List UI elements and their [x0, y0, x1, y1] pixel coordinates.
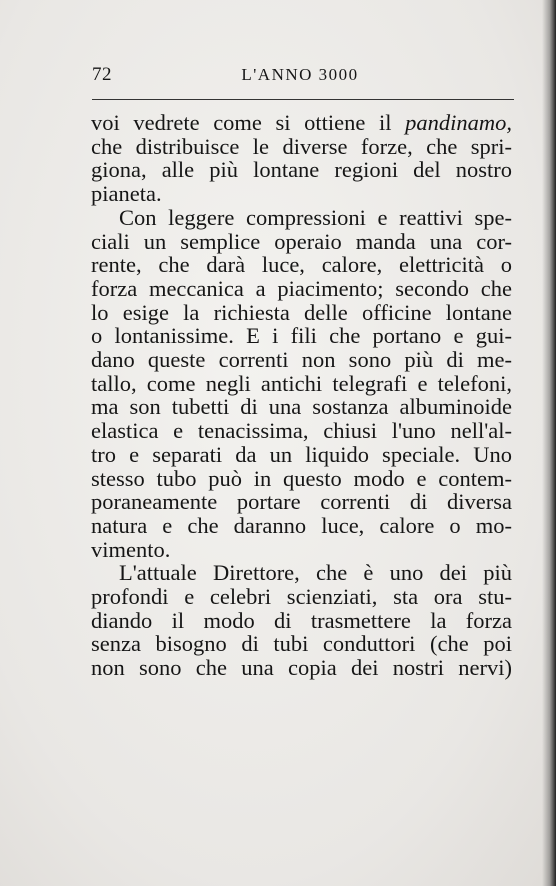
- text-line-content: giona, alle più lontane regioni del nostro: [91, 157, 512, 183]
- text-line-content: poraneamente portare correnti di diversa: [91, 489, 512, 515]
- page-number: 72: [92, 64, 112, 85]
- text-line-content: elastica e tenacissima, chiusi l'uno nell'al-: [91, 418, 512, 444]
- emphasized-word: pandinamo,: [405, 110, 512, 135]
- text-line-content: ciali un semplice operaio manda una cor-: [91, 228, 512, 254]
- text-line: [91, 538, 512, 562]
- text-line: [91, 301, 512, 325]
- body-text: [91, 111, 512, 680]
- text-line-content: pianeta.: [91, 181, 162, 207]
- text-line-content: o lontanissime. E i fili che portano e gui-: [91, 323, 512, 349]
- text-line: [91, 490, 512, 514]
- text-line: [91, 585, 512, 609]
- text-line: [91, 443, 512, 467]
- text-line: [91, 230, 512, 254]
- text-line: [91, 514, 512, 538]
- text-line-content: lo esige la richiesta delle officine lontane: [91, 299, 512, 325]
- text-line: [91, 348, 512, 372]
- text-line: [91, 632, 512, 656]
- running-title: L'ANNO 3000: [241, 65, 359, 84]
- text-line-content: forza meccanica a piacimento; secondo che: [91, 275, 512, 301]
- text-line: [91, 277, 512, 301]
- text-line: [91, 206, 512, 230]
- text-line-content: dano queste correnti non sono più di me-: [91, 347, 512, 373]
- text-line-content: voi vedrete come si ottiene il: [91, 110, 406, 135]
- text-line-content: diando il modo di trasmettere la forza: [91, 607, 512, 633]
- text-line: [91, 467, 512, 491]
- text-line-content: ma son tubetti di una sostanza albuminoide: [91, 394, 512, 420]
- text-line-content: senza bisogno di tubi conduttori (che poi: [91, 631, 512, 657]
- text-line: [91, 253, 512, 277]
- text-line-content: natura e che daranno luce, calore o mo-: [91, 512, 512, 538]
- text-line-content: che distribuisce le diverse forze, che spri-: [91, 133, 512, 159]
- text-line: [91, 419, 512, 443]
- text-line-content: vimento.: [91, 536, 171, 562]
- text-line: [91, 158, 512, 182]
- text-line: [91, 609, 512, 633]
- text-line-content: tro e separati da un liquido speciale. Uno: [91, 441, 512, 467]
- text-line: [91, 111, 512, 135]
- text-line: [91, 372, 512, 396]
- text-line: [91, 656, 512, 680]
- page-header: [90, 64, 510, 88]
- header-rule: [92, 99, 514, 100]
- text-line-content: tallo, come negli antichi telegrafi e telefoni,: [91, 370, 512, 396]
- text-line-content: non sono che una copia dei nostri nervi): [91, 655, 512, 681]
- text-line: [91, 561, 512, 585]
- page-edge-shadow: [542, 0, 556, 886]
- text-line: [91, 395, 512, 419]
- text-line-content: stesso tubo può in questo modo e contem-: [91, 465, 512, 491]
- text-line: [91, 182, 512, 206]
- text-line-content: L'attuale Direttore, che è uno dei più: [119, 560, 512, 586]
- text-line-content: Con leggere compressioni e reattivi spe-: [119, 204, 512, 230]
- text-line-content: profondi e celebri scienziati, sta ora stu-: [91, 584, 512, 610]
- text-line: [91, 135, 512, 159]
- text-line-content: rente, che darà luce, calore, elettricità o: [91, 252, 512, 278]
- text-line: [91, 324, 512, 348]
